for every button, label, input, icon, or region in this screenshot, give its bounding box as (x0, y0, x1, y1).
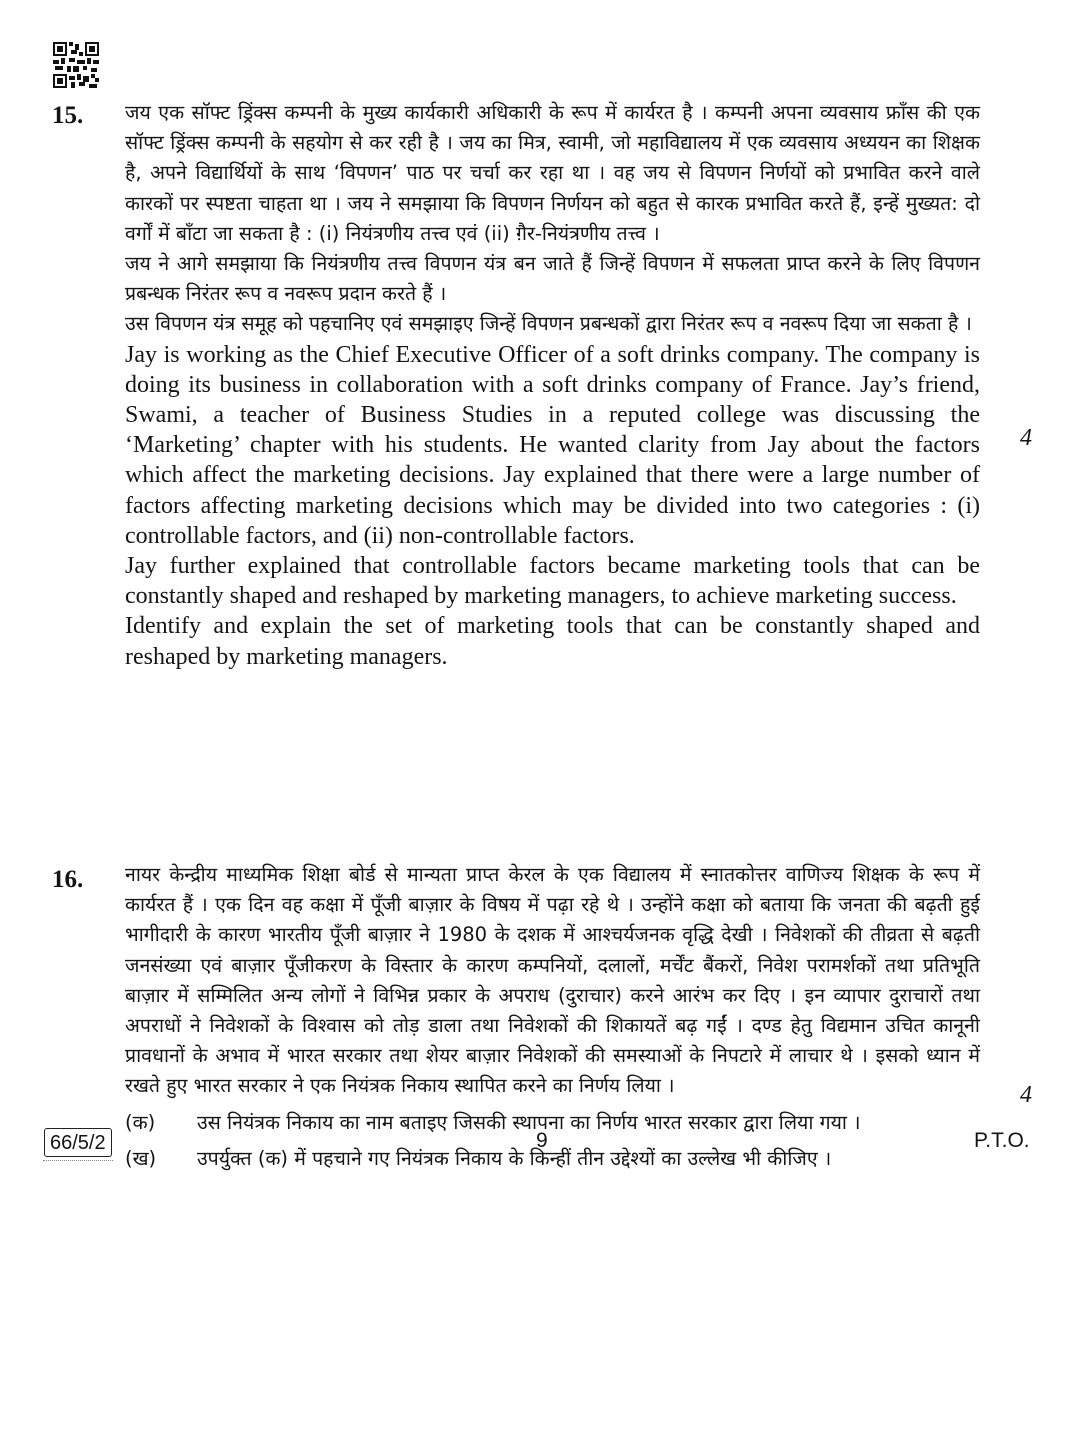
q16-marks: 4 (1020, 1082, 1032, 1108)
q16-sub-a-label: (क) (125, 1110, 156, 1134)
q15-hindi-intro: जय एक सॉफ्ट ड्रिंक्स कम्पनी के मुख्य कार्यकारी अधिकारी के रूप में कार्यरत है । कम्पनी अपना व्यवसाय फ्राँस की एक सॉफ्ट ड्रिंक्स कम्पनी के सहयोग से कर रही है । जय का मित्र, स्वामी, जो महाविद्यालय में एक व्यवसाय अध्ययन का शिक्षक है, अपने विद्यार्थियों के साथ ‘विपणन’ पाठ पर चर्चा कर रहा था । वह जय से विपणन निर्णयों को प्रभावित करने वाले कारकों पर स्पष्टता चाहता था । जय ने समझाया कि विपणन निर्णयन को बहुत से कारक प्रभावित करते हैं, इन्हें मुख्यत: दो वर्गों में बाँटा जा सकता है : (i) नियंत्रणीय तत्त्व एवं (ii) ग़ैर-नियंत्रणीय तत्त्व । (125, 101, 980, 245)
q16-sub-question-b (125, 1144, 980, 1174)
q16-sub-question-a (125, 1108, 980, 1138)
question-16-number: 16. (52, 866, 84, 893)
q15-marks: 4 (1020, 425, 1032, 451)
question-15 (125, 98, 980, 672)
q15-hindi-question: उस विपणन यंत्र समूह को पहचानिए एवं समझाइए जिन्हें विपणन प्रबन्धकों द्वारा निरंतर रूप व नवरूप दिया जा सकता है । (125, 312, 972, 336)
question-15-number: 15. (52, 102, 84, 129)
paper-code: 66/5/2 (44, 1128, 112, 1157)
q15-english-intro: Jay is working as the Chief Executive Officer of a soft drinks company. The company is doing its business in collaboration with a soft drinks company of France. Jay’s friend, Swami, a teacher of Business Studies in a reputed college was discussing the ‘Marketing’ chapter with his students. He wanted clarity from Jay about the factors which affect the marketing decisions. Jay explained that there were a large number of factors affecting marketing decisions which may be divided into two categories : (i) controllable factors, and (ii) non-controllable factors. (125, 341, 980, 549)
q15-hindi-para2: जय ने आगे समझाया कि नियंत्रणीय तत्त्व विपणन यंत्र बन जाते हैं जिन्हें विपणन में सफलता प्राप्त करने के लिए विपणन प्रबन्धक निरंतर रूप व नवरूप प्रदान करते हैं । (125, 252, 980, 306)
qr-code-icon (53, 42, 99, 88)
q16-sub-b-label: (ख) (125, 1146, 157, 1170)
q16-hindi-passage: नायर केन्द्रीय माध्यमिक शिक्षा बोर्ड से मान्यता प्राप्त केरल के एक विद्यालय में स्नातकोत्तर वाणिज्य शिक्षक के रूप में कार्यरत हैं । एक दिन वह कक्षा में पूँजी बाज़ार के विषय में पढ़ा रहे थे । उन्होंने कक्षा को बताया कि जनता की बढ़ती हुई भागीदारी के कारण भारतीय पूँजी बाज़ार ने 1980 के दशक में आश्चर्यजनक वृद्धि देखी । निवेशकों की तीव्रता से बढ़ती जनसंख्या एवं बाज़ार पूँजीकरण के विस्तार के कारण कम्पनियों, दलालों, मर्चेंट बैंकरों, निवेश परामर्शकों तथा प्रतिभूति बाज़ार में सम्मिलित अन्य लोगों ने विभिन्न प्रकार के अपराध (दुराचार) करने आरंभ कर दिए । इन व्यापार दुराचारों तथा अपराधों ने निवेशकों के विश्वास को तोड़ डाला तथा निवेशकों की शिकायतें बढ़ गईं । दण्ड हेतु विद्यमान उचित कानूनी प्रावधानों के अभाव में भारत सरकार तथा शेयर बाज़ार निवेशकों की समस्याओं के निपटारे में लाचार थे । इसको ध्यान में रखते हुए भारत सरकार ने एक नियंत्रक निकाय स्थापित करने का निर्णय लिया । (125, 863, 980, 1098)
q15-english-question: Identify and explain the set of marketing tools that can be constantly shaped and reshaped by marketing managers. (125, 613, 980, 670)
question-16 (125, 860, 980, 1174)
q15-english-para2: Jay further explained that controllable factors became marketing tools that can be constantly shaped and reshaped by marketing managers, to achieve marketing success. (125, 553, 980, 610)
q16-sub-a-text: उस नियंत्रक निकाय का नाम बताइए जिसकी स्थापना का निर्णय भारत सरकार द्वारा लिया गया । (197, 1110, 861, 1134)
page-number: 9 (536, 1129, 548, 1152)
q16-sub-b-text: उपर्युक्त (क) में पहचाने गए नियंत्रक निकाय के किन्हीं तीन उद्देश्यों का उल्लेख भी कीजिए । (197, 1146, 832, 1170)
pto-label: P.T.O. (974, 1129, 1030, 1152)
